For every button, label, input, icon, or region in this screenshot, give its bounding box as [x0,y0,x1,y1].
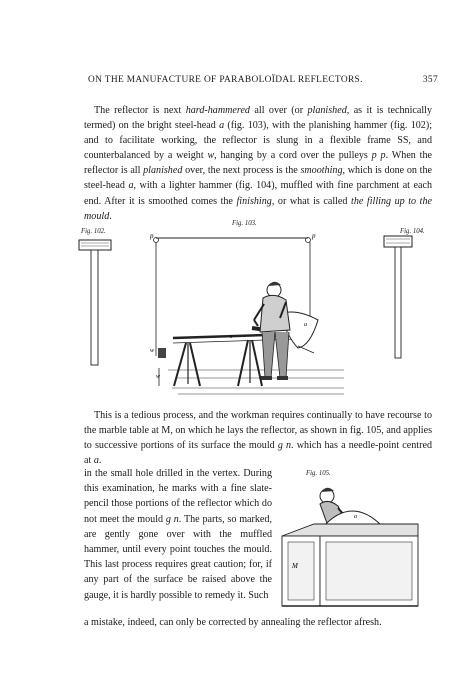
page-number: 357 [422,75,438,85]
fig-103-letter-s: s [230,334,233,340]
fig-103-letter-w2: w [156,374,161,380]
paragraph-planishing: The reflector is next hard-hammered all over (or planished, as it is technically termed) on the bright steel-head a (fig. 103), with the planishing hammer (fig. 102); and to facilitate working, the reflector is slung in a flexible frame SS, and counterbalanced by a weight w, hanging by a cord over the pulleys p p. When the reflector is all planished over, the next process is the smoothing, which is done on the steel-head a, with a lighter hammer (fig. 104), muffled with fine parchment at each end. After it is smoothed comes the finishing, or what is called the filling up to the mould. [84,105,433,222]
fig-105-letter-m: M [292,562,298,570]
fig-105-caption: Fig. 105. [306,470,331,477]
fig-102-caption: Fig. 102. [81,228,106,235]
fig-103-letter-w: w [150,348,155,354]
fig-104-smoothing-hammer [381,234,415,360]
fig-103-letter-p-right: p [312,232,316,240]
fig-105-marble-table-illustration [272,478,432,613]
running-title: ON THE MANUFACTURE OF PARABOLOÏDAL REFLECTORS. [88,75,363,85]
fig-105-letter-a: a [354,514,357,520]
fig-103-letter-a: a [304,322,307,328]
running-header [88,75,438,85]
paragraph-closing-line: a mistake, indeed, can only be corrected by annealing the reflector afresh. [84,617,382,628]
fig-104-caption: Fig. 104. [400,228,425,235]
paragraph-tedious-process: This is a tedious process, and the workman requires continually to have recourse to the marble table at M, on which he lays the reflector, as shown in fig. 105, and applies to successive portions of its surface the mould g n. which has a needle-point centred at a. [84,410,433,467]
fig-103-letter-p-left: p [150,232,154,240]
fig-102-planishing-hammer [75,238,115,368]
fig-103-caption: Fig. 103. [232,220,257,227]
paragraph-examination: in the small hole drilled in the vertex. During this examination, he marks with a fine slate-pencil those portions of the reflector which do not meet the mould g n. The parts, so marked, are gently gone over with the muffled hammer, until every point touches the mould. This last process requires great caution; for, if any part of the surface be raised above the gauge, it is hardly possible to remedy it. Such [84,468,272,601]
fig-103-workman-illustration [148,228,348,400]
